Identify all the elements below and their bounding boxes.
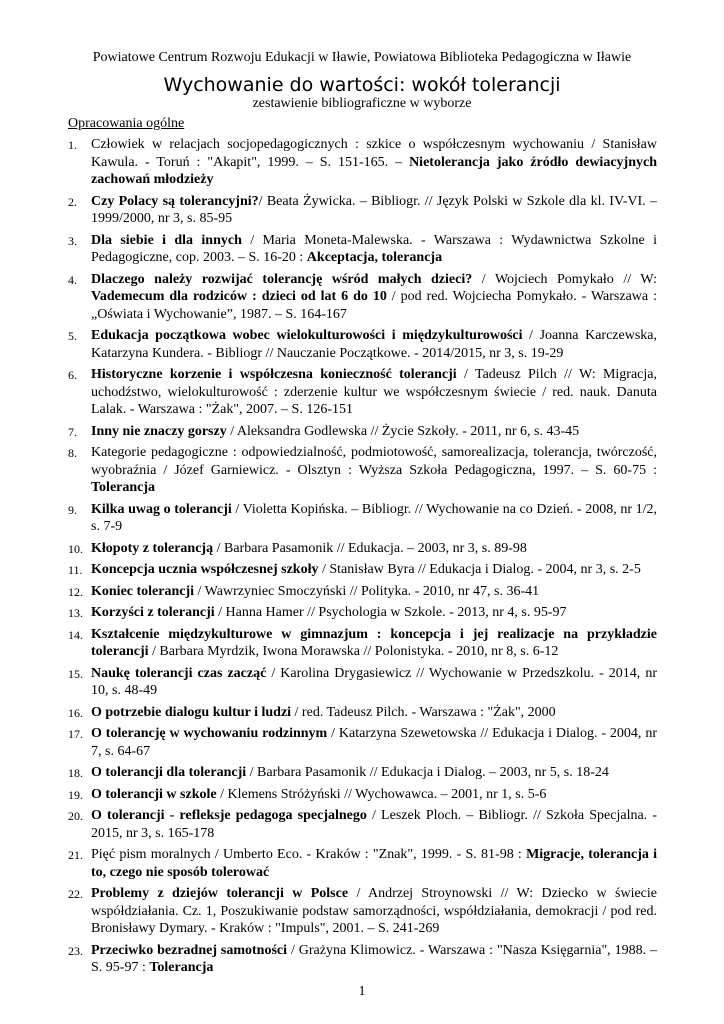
entry-title-bold: O potrzebie dialogu kultur i ludzi: [91, 704, 292, 720]
entry-number: 13.: [68, 606, 83, 620]
bibliography-entry: [68, 942, 657, 977]
entry-text: / Maria Moneta-Malewska. - Warszawa : Wydawnictwa Szkolne i Pedagogiczne, cop. 2003. – S. 16-20 :: [91, 232, 657, 265]
entry-text: / Stanisław Byra // Edukacja i Dialog. - 2004, nr 3, s. 2-5: [318, 562, 641, 577]
bibliography-entry: [68, 665, 657, 700]
entry-number: 9.: [68, 502, 77, 517]
bibliography-entry: [68, 444, 657, 497]
entry-text: / red. Tadeusz Pilch. - Warszawa : "Żak", 2000: [291, 704, 556, 720]
entry-title-bold: Koniec tolerancji: [91, 583, 195, 599]
entry-text: / Klemens Stróżyński // Wychowawca. – 2001, nr 1, s. 5-6: [216, 786, 547, 802]
bibliography-entry: [68, 604, 657, 622]
entry-title-bold: Korzyści z tolerancji: [91, 605, 215, 620]
entry-title-bold: O tolerancji dla tolerancji: [91, 765, 247, 780]
entry-number: 7.: [68, 424, 77, 439]
bibliography-entry: [68, 764, 657, 782]
document-subtitle: zestawienie bibliograficzne w wyborze: [252, 96, 472, 111]
entry-title-bold: Historyczne korzenie i współczesna konieczność tolerancji: [91, 367, 457, 382]
entry-text: / Aleksandra Godlewska // Życie Szkoły. - 2011, nr 6, s. 43-45: [226, 423, 580, 439]
bibliography-entry: [68, 366, 657, 419]
entry-number: 14.: [68, 627, 83, 642]
entry-number: 18.: [68, 766, 83, 780]
bibliography-entry: [68, 725, 657, 760]
entry-title-bold: O tolerancję w wychowaniu rodzinnym: [91, 726, 328, 741]
entry-number: 19.: [68, 787, 83, 802]
entry-number: 10.: [68, 541, 83, 556]
section-heading: Opracowania ogólne: [68, 116, 185, 131]
entry-title-bold: Naukę tolerancji czas zacząć: [91, 665, 267, 681]
bibliography-entry: [68, 271, 657, 324]
bibliography-entry: [68, 193, 657, 228]
bibliography-entry: [68, 232, 657, 267]
entry-number: 21.: [68, 848, 83, 862]
entry-text: / Beata Żywicka. – Bibliogr. // Język Polski w Szkole dla kl. IV-VI. – 1999/2000, nr 3, s. 85-95: [91, 193, 657, 226]
entry-text: / Wojciech Pomykało // W:: [472, 271, 657, 287]
entry-title-bold: Problemy z dziejów tolerancji w Polsce: [91, 886, 349, 901]
entry-title-bold: O tolerancji - refleksje pedagoga specjalnego: [91, 808, 367, 823]
entry-number: 16.: [68, 705, 83, 720]
entry-title-bold: O tolerancji w szkole: [91, 786, 217, 802]
entry-number: 1.: [68, 138, 77, 152]
entry-title-bold: Akceptacja, tolerancja: [306, 250, 443, 265]
entry-text: / Barbara Pasamonik // Edukacja. – 2003, nr 3, s. 89-98: [213, 540, 527, 556]
entry-text: / Leszek Ploch. – Bibliogr. // Szkoła Specjalna. - 2015, nr 3, s. 165-178: [91, 808, 657, 841]
entry-number: 15.: [68, 666, 83, 681]
entry-title-bold: Dla siebie i dla innych: [91, 232, 242, 248]
bibliography-entry: [68, 561, 657, 579]
bibliography-entry: [68, 626, 657, 661]
entry-number: 6.: [68, 368, 77, 382]
bibliography-entry: [68, 846, 657, 881]
entry-title-bold: Edukacja początkowa wobec wielokulturowości i międzykulturowości: [91, 328, 523, 343]
entry-text: / Karolina Drygasiewicz // Wychowanie w Przedszkolu. - 2014, nr 10, s. 48-49: [91, 665, 657, 698]
bibliography-entry: [68, 327, 657, 362]
entry-title-bold: Dlaczego należy rozwijać tolerancję wśród małych dzieci?: [91, 271, 473, 287]
entry-text: Kategorie pedagogiczne : odpowiedzialność, podmiotowość, samorealizacja, tolerancja, twórczość, wyobraźnia / Józef Garniewicz. - Olsztyn : Wyższa Szkoła Pedagogiczna, 1997. – S. 60-75 :: [91, 445, 657, 478]
entry-number: 5.: [68, 329, 77, 343]
entry-text: / Tadeusz Pilch // W: Migracja, uchodźstwo, wielokulturowość : zderzenie kultur we współczesnym świecie / red. nauk. Danuta Lalak. - Warszawa : "Żak", 2007. – S. 126-151: [91, 367, 657, 417]
entry-text: / Joanna Karczewska, Katarzyna Kundera. - Bibliogr // Nauczanie Początkowe. - 2014/2015, nr 3, s. 19-29: [91, 328, 657, 361]
entry-number: 3.: [68, 233, 77, 248]
entry-title-bold: Kształcenie międzykulturowe w gimnazjum : koncepcja i jej realizacje na przykładzie tolerancji: [91, 626, 657, 659]
bibliography-entry: [68, 786, 657, 804]
entry-title-bold: Czy Polacy są tolerancyjni?: [91, 193, 259, 209]
entry-number: 2.: [68, 194, 77, 209]
entry-title-bold: Przeciwko bezradnej samotności: [91, 942, 288, 958]
entry-text: Pięć pism moralnych / Umberto Eco. - Kraków : "Znak", 1999. - S. 81-98 :: [91, 847, 527, 862]
entry-text: / Barbara Myrdzik, Iwona Morawska // Polonistyka. - 2010, nr 8, s. 6-12: [148, 644, 559, 659]
entry-title-bold: Tolerancja: [91, 480, 156, 495]
entry-text: / Barbara Pasamonik // Edukacja i Dialog. – 2003, nr 5, s. 18-24: [246, 765, 609, 780]
entry-number: 23.: [68, 943, 83, 958]
entry-title-bold: Kilka uwag o tolerancji: [91, 501, 232, 517]
bibliography-entry: [68, 540, 657, 558]
entry-title-bold: Migracje, tolerancja i to, czego nie sposób tolerować: [91, 847, 657, 880]
entry-text: / Hanna Hamer // Psychologia w Szkole. - 2013, nr 4, s. 95-97: [214, 605, 567, 620]
entry-number: 11.: [68, 563, 83, 577]
bibliography-entry: [68, 807, 657, 842]
entry-number: 17.: [68, 727, 83, 741]
bibliography-entry: [68, 423, 657, 441]
bibliography-entry: [68, 136, 657, 189]
entry-title-bold: Koncepcja ucznia współczesnej szkoły: [91, 562, 319, 577]
entry-title-bold: Inny nie znaczy gorszy: [91, 423, 227, 439]
bibliography-entry: [68, 704, 657, 722]
document-title: Wychowanie do wartości: wokół tolerancji: [163, 74, 561, 96]
bibliography-entry: [68, 583, 657, 601]
entry-number: 4.: [68, 272, 77, 287]
entry-text: / pod red. Wojciecha Pomykało. - Warszawa : „Oświata i Wychowanie”, 1987. – S. 164-167: [91, 289, 657, 322]
entry-number: 22.: [68, 887, 83, 901]
entry-number: 20.: [68, 809, 83, 823]
entry-number: 8.: [68, 446, 77, 460]
entry-title-bold: Vademecum dla rodziców : dzieci od lat 6 do 10: [91, 289, 387, 304]
entry-title-bold: Kłopoty z tolerancją: [91, 540, 214, 556]
entry-number: 12.: [68, 584, 83, 599]
entry-text: / Andrzej Stroynowski // W: Dziecko w świecie współdziałania. Cz. 1, Poszukiwanie podstaw samorządności, współdziałania, demokracji / pod red. Bronisławy Dymary. - Kraków : "Impuls", 2001. – S. 241-269: [91, 886, 657, 936]
page-number: 1: [358, 984, 366, 999]
entry-text: / Wawrzyniec Smoczyński // Polityka. - 2010, nr 47, s. 36-41: [194, 583, 540, 599]
entry-title-bold: Tolerancja: [149, 960, 214, 975]
institution-header: Powiatowe Centrum Rozwoju Edukacji w Iławie, Powiatowa Biblioteka Pedagogiczna w Iławie: [92, 50, 632, 65]
bibliography-entry: [68, 501, 657, 536]
entry-text: / Violetta Kopińska. – Bibliogr. // Wychowanie na co Dzień. - 2008, nr 1/2, s. 7-9: [91, 501, 657, 534]
entry-text: / Katarzyna Szewetowska // Edukacja i Dialog. - 2004, nr 7, s. 64-67: [91, 726, 657, 759]
bibliography-entry: [68, 885, 657, 938]
entry-text: / Grażyna Klimowicz. - Warszawa : "Nasza Księgarnia", 1988. – S. 95-97 :: [91, 942, 657, 975]
entry-title-bold: Nietolerancja jako źródło dewiacyjnych zachowań młodzieży: [91, 154, 657, 187]
bibliography-list: [68, 136, 657, 981]
entry-text: Człowiek w relacjach socjopedagogicznych : szkice o współczesnym wychowaniu / Stanisław Kawula. - Toruń : "Akapit", 1999. – S. 151-165. –: [91, 137, 657, 170]
